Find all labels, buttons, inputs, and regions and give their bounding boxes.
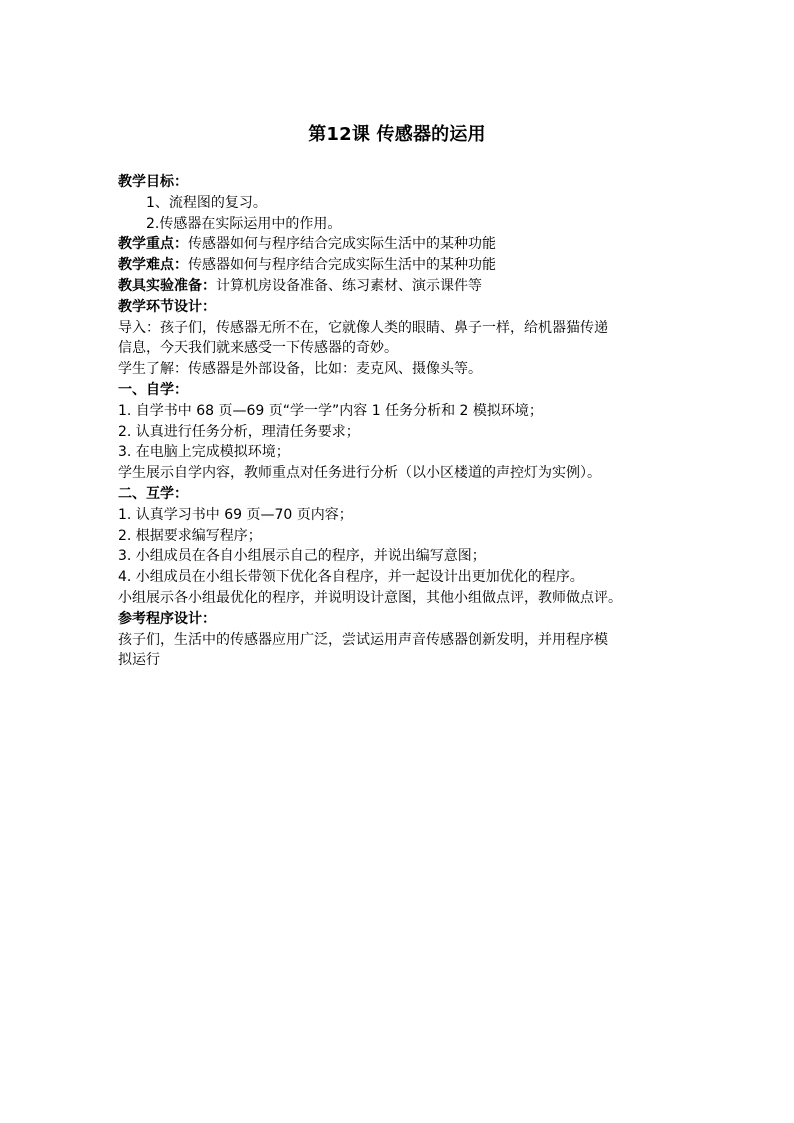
- reference-text: 拟运行: [118, 652, 160, 669]
- self-study-heading: 一、自学：: [118, 381, 188, 398]
- mutual-study-item: 2. 根据要求编写程序；: [118, 527, 262, 544]
- mutual-study-item: 3. 小组成员在各自小组展示自己的程序，并说出编写意图；: [118, 548, 486, 565]
- difficult-points-text: 传感器如何与程序结合完成实际生活中的某种功能: [188, 257, 496, 274]
- teaching-goals-label: 教学目标：: [118, 174, 188, 190]
- self-study-item: 2. 认真进行任务分析，理清任务要求；: [118, 423, 360, 440]
- design-label: 教学环节设计：: [118, 298, 216, 315]
- key-points-label: 教学重点：: [118, 236, 188, 253]
- self-study-summary: 学生展示自学内容，教师重点对任务进行分析（以小区楼道的声控灯为实例）。: [118, 465, 601, 482]
- intro-line: 信息，今天我们就来感受一下传感器的奇妙。: [118, 340, 398, 357]
- difficult-points-row: [118, 255, 678, 276]
- student-note: 学生了解：传感器是外部设备，比如：麦克风、摄像头等。: [118, 361, 482, 378]
- preparation-text: 计算机房设备准备、练习素材、演示课件等: [216, 277, 482, 294]
- intro-line: 导入：孩子们，传感器无所不在，它就像人类的眼睛、鼻子一样，给机器猫传递: [118, 319, 608, 336]
- reference-label: 参考程序设计：: [118, 610, 216, 627]
- teaching-goal-item: 1、流程图的复习。: [146, 194, 267, 211]
- preparation-label: 教具实验准备：: [118, 277, 216, 294]
- mutual-study-summary: 小组展示各小组最优化的程序，并说明设计意图，其他小组做点评，教师做点评。: [118, 589, 622, 606]
- mutual-study-item: 1. 认真学习书中 69 页—70 页内容；: [118, 506, 353, 523]
- self-study-item: 3. 在电脑上完成模拟环境；: [118, 444, 290, 461]
- page-title: 第12课 传感器的运用: [308, 124, 486, 145]
- mutual-study-item: 4. 小组成员在小组长带领下优化各自程序，并一起设计出更加优化的程序。: [118, 569, 584, 586]
- teaching-goal-item: 2.传感器在实际运用中的作用。: [146, 215, 342, 232]
- key-points-row: [118, 234, 678, 255]
- difficult-points-label: 教学难点：: [118, 257, 188, 274]
- document-body: [118, 172, 678, 671]
- key-points-text: 传感器如何与程序结合完成实际生活中的某种功能: [188, 236, 496, 253]
- reference-text: 孩子们，生活中的传感器应用广泛，尝试运用声音传感器创新发明，并用程序模: [118, 631, 608, 648]
- self-study-item: 1. 自学书中 68 页—69 页“学一学”内容 1 任务分析和 2 模拟环境；: [118, 402, 543, 419]
- mutual-study-heading: 二、互学：: [118, 485, 188, 502]
- preparation-row: [118, 276, 678, 297]
